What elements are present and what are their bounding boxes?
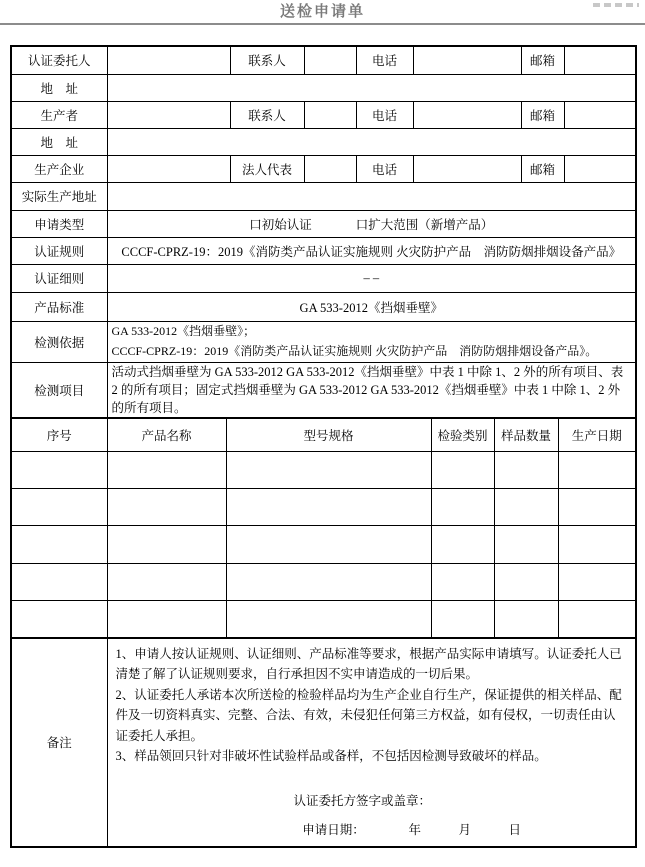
column-header-production-date: 生产日期: [558, 418, 636, 452]
product-sample-qty-cell[interactable]: [494, 489, 558, 526]
producer-contact-field[interactable]: [304, 101, 356, 128]
product-row: [11, 489, 636, 526]
product-inspection-type-cell[interactable]: [431, 452, 494, 489]
product-sample-qty-cell[interactable]: [494, 601, 558, 638]
product-sample-qty-cell[interactable]: [494, 564, 558, 601]
product-date-cell[interactable]: [558, 601, 636, 638]
product-sample-qty-cell[interactable]: [494, 526, 558, 564]
manufacturer-representative-field[interactable]: [304, 155, 356, 182]
remarks-item-1: 1、申请人按认证规则、认证细则、产品标准等要求，根据产品实际申请填写。认证委托人已清楚了解了认证规则要求，自行承担因不实申请造成的一切后果。: [115, 646, 622, 681]
applicant-email-field[interactable]: [564, 46, 636, 74]
product-standard-value: GA 533-2012《挡烟垂壁》: [107, 292, 636, 321]
product-name-cell[interactable]: [107, 489, 226, 526]
applicant-contact-label: 联系人: [230, 46, 304, 74]
title-divider: [0, 23, 645, 25]
product-seq-cell[interactable]: [11, 564, 107, 601]
remarks-row: [11, 638, 636, 847]
table-row: [11, 321, 636, 362]
table-row: [11, 292, 636, 321]
product-date-cell[interactable]: [558, 564, 636, 601]
checkbox-expand-scope[interactable]: 口扩大范围（新增产品）: [355, 217, 494, 232]
test-items-value: 活动式挡烟垂壁为 GA 533-2012 GA 533-2012《挡烟垂壁》中表 1 中除 1、2 外的所有项目、表 2 的所有项目；固定式挡烟垂壁为 GA 533-2012 GA 533-2012《挡烟垂壁》中表 1 中除 1、2 外的所有项目。: [107, 362, 636, 418]
table-row: [11, 101, 636, 128]
producer-phone-label: 电话: [356, 101, 413, 128]
product-seq-cell[interactable]: [11, 601, 107, 638]
applicant-address-label: 地 址: [11, 74, 107, 101]
product-seq-cell[interactable]: [11, 452, 107, 489]
product-row: [11, 564, 636, 601]
table-row: [11, 128, 636, 155]
column-header-seq: 序号: [11, 418, 107, 452]
manufacturer-phone-field[interactable]: [413, 155, 521, 182]
test-basis-label: 检测依据: [11, 321, 107, 362]
application-type-options: [107, 210, 636, 237]
product-model-cell[interactable]: [226, 564, 431, 601]
product-name-cell[interactable]: [107, 564, 226, 601]
applicant-phone-field[interactable]: [413, 46, 521, 74]
product-model-cell[interactable]: [226, 601, 431, 638]
table-row: [11, 237, 636, 264]
product-date-cell[interactable]: [558, 489, 636, 526]
test-basis-line1: GA 533-2012《挡烟垂壁》；: [111, 324, 256, 338]
column-header-model-spec: 型号规格: [226, 418, 431, 452]
table-row: [11, 362, 636, 418]
application-form: [10, 45, 635, 848]
applicant-name-field[interactable]: [107, 46, 230, 74]
table-row: [11, 210, 636, 237]
table-row: [11, 264, 636, 292]
product-table: [10, 417, 637, 639]
table-row: [11, 74, 636, 101]
application-date-line[interactable]: 申请日期： 年 月 日: [302, 822, 521, 837]
product-name-cell[interactable]: [107, 452, 226, 489]
producer-email-field[interactable]: [564, 101, 636, 128]
product-model-cell[interactable]: [226, 452, 431, 489]
product-seq-cell[interactable]: [11, 526, 107, 564]
product-inspection-type-cell[interactable]: [431, 489, 494, 526]
table-row: [11, 155, 636, 182]
test-basis-line2: CCCF-CPRZ-19：2019《消防类产品认证实施规则 火灾防护产品 消防防烟排烟设备产品》。: [111, 343, 598, 358]
product-model-cell[interactable]: [226, 526, 431, 564]
certification-rule-value: CCCF-CPRZ-19：2019《消防类产品认证实施规则 火灾防护产品 消防防烟排烟设备产品》: [107, 237, 636, 264]
column-header-sample-qty: 样品数量: [494, 418, 558, 452]
product-row: [11, 601, 636, 638]
remarks-item-2: 2、认证委托人承诺本次所送检的检验样品均为生产企业自行生产，保证提供的相关样品、配件及一切资料真实、完整、合法、有效，未侵犯任何第三方权益，如有侵权，一切责任由认证委托人承担。: [115, 687, 622, 743]
column-header-product-name: 产品名称: [107, 418, 226, 452]
column-header-inspection-type: 检验类别: [431, 418, 494, 452]
remarks-content: [107, 638, 636, 847]
page-corner-artifact: [593, 3, 639, 7]
application-type-label: 申请类型: [11, 210, 107, 237]
manufacturer-email-field[interactable]: [564, 155, 636, 182]
manufacturer-representative-label: 法人代表: [230, 155, 304, 182]
page-title: 送检申请单: [279, 4, 365, 20]
actual-production-address-label: 实际生产地址: [11, 182, 107, 210]
remarks-table: [10, 637, 637, 848]
manufacturer-label: 生产企业: [11, 155, 107, 182]
signature-line[interactable]: 认证委托方签字或盖章：: [293, 793, 431, 808]
remarks-item-3: 3、样品领回只针对非破坏性试验样品或备样，不包括因检测导致破坏的样品。: [115, 749, 547, 763]
product-name-cell[interactable]: [107, 526, 226, 564]
product-inspection-type-cell[interactable]: [431, 601, 494, 638]
certification-detail-value: – –: [107, 264, 636, 292]
product-row: [11, 526, 636, 564]
product-sample-qty-cell[interactable]: [494, 452, 558, 489]
product-inspection-type-cell[interactable]: [431, 526, 494, 564]
producer-address-field[interactable]: [107, 128, 636, 155]
product-standard-label: 产品标准: [11, 292, 107, 321]
applicant-email-label: 邮箱: [521, 46, 564, 74]
checkbox-initial-certification[interactable]: 口初始认证: [249, 217, 312, 232]
product-row: [11, 452, 636, 489]
table-row: [11, 182, 636, 210]
product-model-cell[interactable]: [226, 489, 431, 526]
product-date-cell[interactable]: [558, 452, 636, 489]
producer-address-label: 地 址: [11, 128, 107, 155]
producer-phone-field[interactable]: [413, 101, 521, 128]
producer-name-field[interactable]: [107, 101, 230, 128]
manufacturer-email-label: 邮箱: [521, 155, 564, 182]
applicant-address-field[interactable]: [107, 74, 636, 101]
producer-email-label: 邮箱: [521, 101, 564, 128]
remarks-label: 备注: [11, 638, 107, 847]
product-header-row: [11, 418, 636, 452]
product-inspection-type-cell[interactable]: [431, 564, 494, 601]
applicant-contact-field[interactable]: [304, 46, 356, 74]
producer-contact-label: 联系人: [230, 101, 304, 128]
table-row: [11, 46, 636, 74]
test-basis-value: [107, 321, 636, 362]
product-name-cell[interactable]: [107, 601, 226, 638]
test-items-label: 检测项目: [11, 362, 107, 418]
actual-production-address-field[interactable]: [107, 182, 636, 210]
certification-rule-label: 认证规则: [11, 237, 107, 264]
manufacturer-phone-label: 电话: [356, 155, 413, 182]
product-seq-cell[interactable]: [11, 489, 107, 526]
certification-detail-label: 认证细则: [11, 264, 107, 292]
producer-label: 生产者: [11, 101, 107, 128]
product-date-cell[interactable]: [558, 526, 636, 564]
applicant-phone-label: 电话: [356, 46, 413, 74]
manufacturer-name-field[interactable]: [107, 155, 230, 182]
applicant-label: 认证委托人: [11, 46, 107, 74]
info-table: [10, 45, 637, 419]
